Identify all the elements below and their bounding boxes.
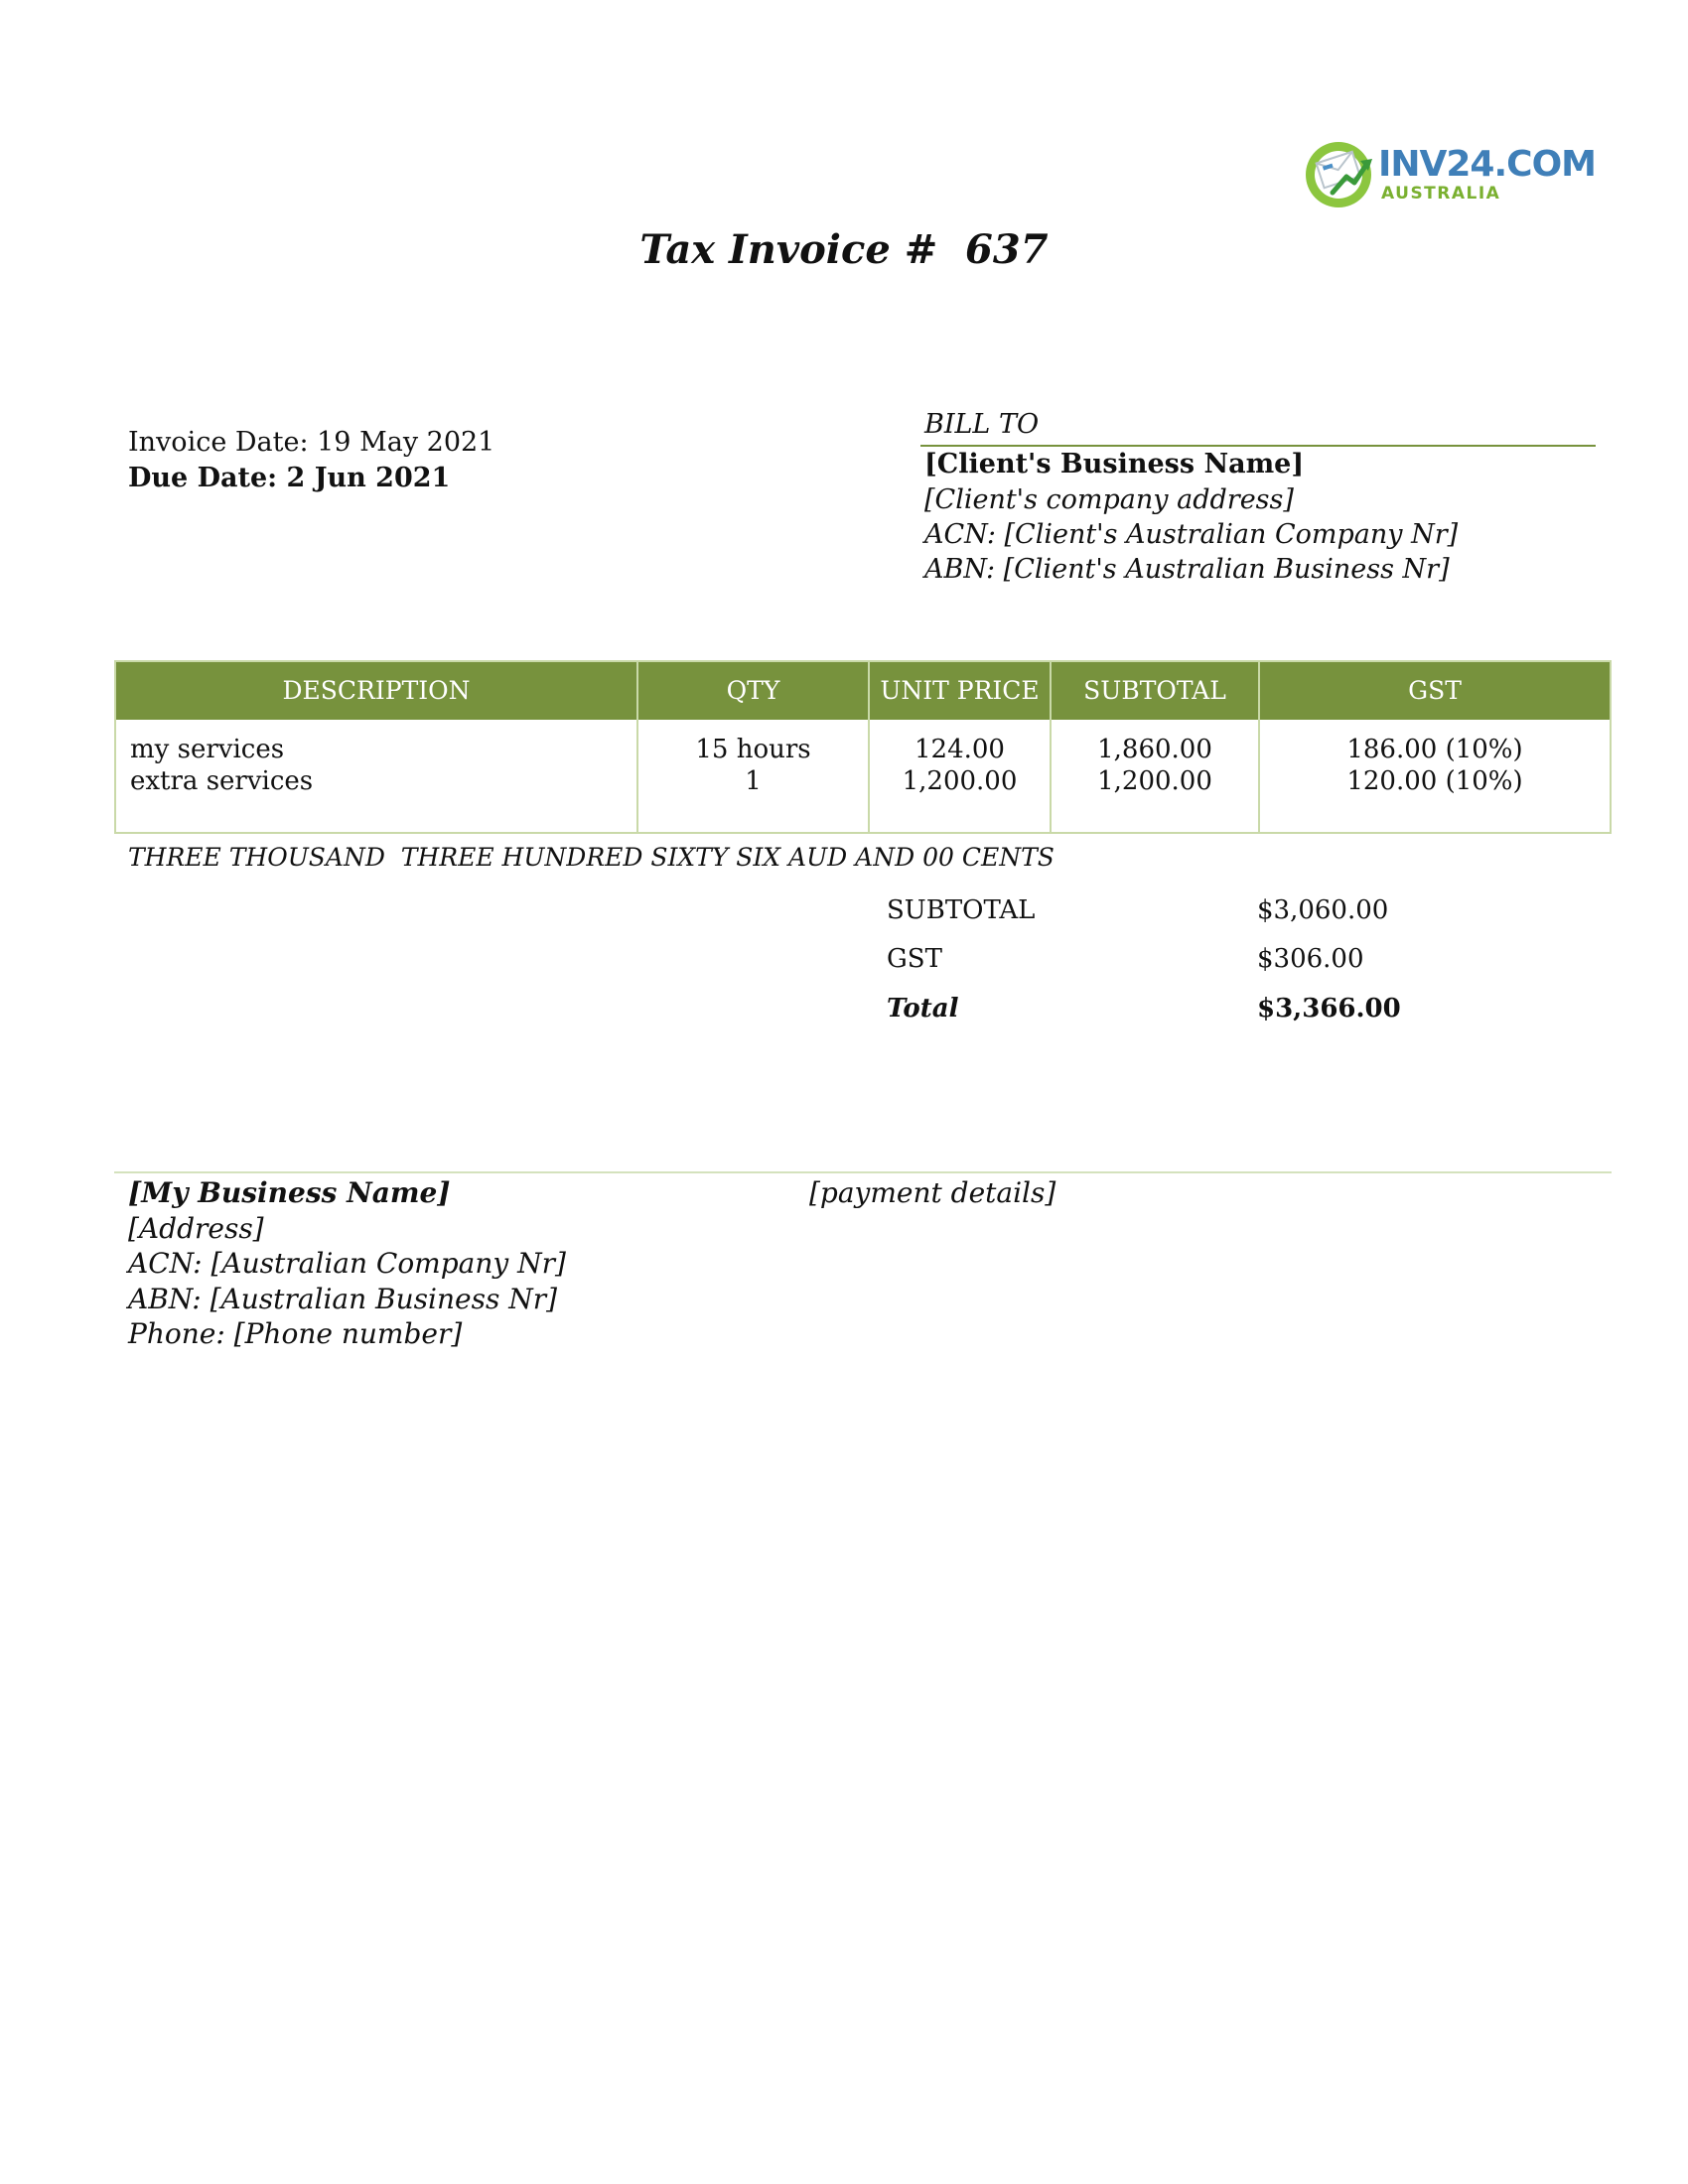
row-1-qty: 15 hours: [695, 735, 811, 764]
column-header-qty: QTY: [726, 676, 780, 705]
totals-subtotal-label: SUBTOTAL: [887, 895, 1036, 925]
column-header-subtotal: SUBTOTAL: [1083, 676, 1226, 705]
business-acn: ACN: [Australian Company Nr]: [128, 1247, 566, 1280]
client-business-name: [Client's Business Name]: [924, 449, 1305, 479]
due-date: Due Date: 2 Jun 2021: [128, 463, 451, 493]
totals-subtotal-value: $3,060.00: [1257, 895, 1389, 925]
row-1-subtotal: 1,860.00: [1097, 735, 1212, 764]
row-2-qty: 1: [745, 766, 762, 796]
client-abn: ABN: [Client's Australian Business Nr]: [924, 554, 1450, 585]
row-1-gst: 186.00 (10%): [1346, 735, 1523, 764]
logo-text: INV24.COM: [1378, 144, 1597, 185]
row-2-unit-price: 1,200.00: [902, 766, 1018, 796]
row-1-unit-price: 124.00: [914, 735, 1005, 764]
column-header-gst: GST: [1408, 676, 1462, 705]
payment-details: [payment details]: [809, 1176, 1056, 1209]
business-address: [Address]: [128, 1212, 264, 1245]
bill-to-label: BILL TO: [924, 409, 1040, 440]
totals-total-value: $3,366.00: [1257, 994, 1401, 1024]
amount-in-words: THREE THOUSAND THREE HUNDRED SIXTY SIX AUD AND 00 CENTS: [128, 843, 1055, 872]
row-2-description: extra services: [130, 766, 314, 796]
totals-gst-label: GST: [887, 944, 942, 974]
totals-total-label: Total: [887, 994, 959, 1024]
column-header-unit-price: UNIT PRICE: [880, 676, 1040, 705]
business-abn: ABN: [Australian Business Nr]: [128, 1283, 558, 1315]
client-acn: ACN: [Client's Australian Company Nr]: [924, 519, 1459, 550]
totals-gst-value: $306.00: [1257, 944, 1364, 974]
row-2-subtotal: 1,200.00: [1097, 766, 1212, 796]
client-address: [Client's company address]: [924, 484, 1294, 515]
column-header-description: DESCRIPTION: [282, 676, 471, 705]
logo-subtext: AUSTRALIA: [1381, 184, 1501, 204]
business-name: [My Business Name]: [128, 1176, 451, 1209]
row-2-gst: 120.00 (10%): [1346, 766, 1523, 796]
footer-divider: [114, 1171, 1612, 1173]
items-table: [114, 660, 1612, 834]
business-phone: Phone: [Phone number]: [128, 1317, 463, 1350]
row-1-description: my services: [130, 735, 285, 764]
invoice-title: Tax Invoice # 637: [639, 226, 1049, 273]
invoice-date: Invoice Date: 19 May 2021: [128, 427, 495, 458]
